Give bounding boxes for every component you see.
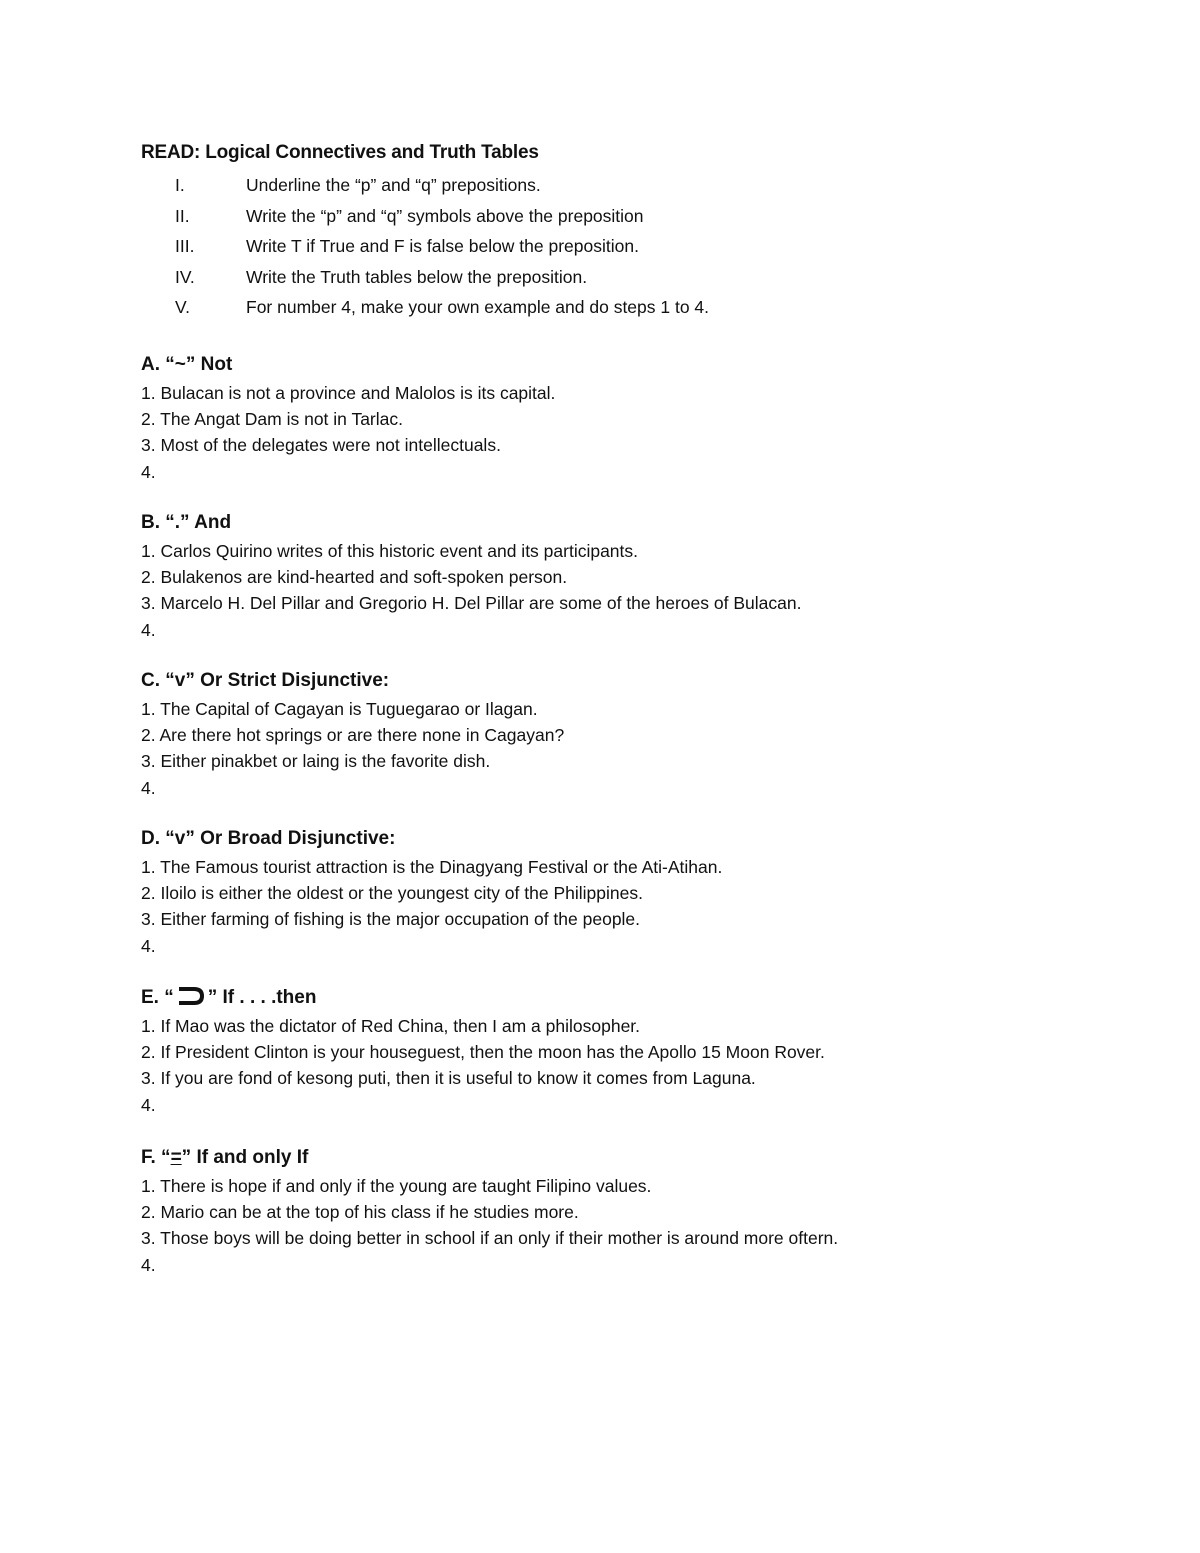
statement-item: 4. — [141, 461, 156, 482]
statement-item: 1. The Capital of Cagayan is Tuguegarao or Ilagan. — [141, 699, 538, 719]
statement-item: 3. Those boys will be doing better in school if an only if their mother is around more oftern. — [141, 1228, 839, 1249]
statement-item: 3. If you are fond of kesong puti, then it is useful to know it comes from Laguna. — [141, 1068, 756, 1089]
statement-item: 2. Iloilo is either the oldest or the youngest city of the Philippines. — [141, 883, 643, 904]
statement-item: 1. If Mao was the dictator of Red China, then I am a philosopher. — [141, 1016, 641, 1036]
instruction-number: II. — [175, 205, 190, 226]
section-broad-disjunctive — [141, 826, 1141, 960]
heading-prefix: F. “ — [141, 1147, 171, 1168]
section-conditional — [141, 985, 1141, 1119]
statement-item: 4. — [141, 935, 156, 956]
statement-item: 3. Marcelo H. Del Pillar and Gregorio H. Del Pillar are some of the heroes of Bulacan. — [141, 593, 802, 614]
heading-suffix: ” If and only If — [181, 1147, 309, 1168]
instruction-number: I. — [175, 175, 185, 195]
horseshoe-symbol-icon — [176, 986, 206, 1006]
statement-item: 1. Carlos Quirino writes of this historic event and its participants. — [141, 541, 639, 561]
statement-item: 2. Mario can be at the top of his class if he studies more. — [141, 1202, 579, 1223]
instruction-text: Write T if True and F is false below the preposition. — [246, 236, 639, 256]
section-heading: C. “v” Or Strict Disjunctive: — [141, 670, 390, 691]
statement-item: 1. Bulacan is not a province and Malolos is its capital. — [141, 383, 556, 403]
section-heading — [141, 985, 1141, 1014]
instruction-number: III. — [175, 236, 195, 256]
statement-item: 4. — [141, 777, 156, 798]
statement-item: 1. The Famous tourist attraction is the Dinagyang Festival or the Ati-Atihan. — [141, 857, 723, 877]
statement-item: 2. If President Clinton is your houseguest, then the moon has the Apollo 15 Moon Rover. — [141, 1042, 825, 1063]
instruction-number: V. — [175, 297, 190, 317]
statement-item: 3. Either pinakbet or laing is the favorite dish. — [141, 751, 491, 772]
section-and — [141, 510, 1141, 644]
statement-item: 2. Bulakenos are kind-hearted and soft-spoken person. — [141, 567, 568, 588]
section-heading — [141, 1145, 1141, 1174]
statement-item: 3. Either farming of fishing is the major occupation of the people. — [141, 909, 641, 930]
section-heading: D. “v” Or Broad Disjunctive: — [141, 828, 396, 849]
statement-list — [141, 697, 1141, 802]
statement-item: 4. — [141, 1254, 156, 1275]
statement-list — [141, 539, 1141, 644]
section-heading: A. “~” Not — [141, 354, 233, 375]
statement-item: 1. There is hope if and only if the young are taught Filipino values. — [141, 1176, 652, 1196]
statement-item: 2. Are there hot springs or are there none in Cagayan? — [141, 725, 565, 746]
statement-item: 3. Most of the delegates were not intellectuals. — [141, 435, 501, 456]
heading-symbol: = — [170, 1147, 182, 1168]
section-strict-disjunctive — [141, 668, 1141, 802]
statement-list — [141, 1174, 1141, 1279]
heading-suffix: ” If . . . .then — [207, 987, 317, 1008]
instruction-text: Underline the “p” and “q” prepositions. — [246, 175, 541, 195]
instruction-number: IV. — [175, 266, 195, 287]
instruction-text: Write the “p” and “q” symbols above the preposition — [246, 205, 644, 226]
statement-list — [141, 855, 1141, 960]
section-not — [141, 352, 1141, 486]
instruction-text: For number 4, make your own example and do steps 1 to 4. — [246, 297, 710, 317]
instruction-text: Write the Truth tables below the preposition. — [246, 266, 588, 287]
statement-list — [141, 381, 1141, 486]
section-biconditional — [141, 1145, 1141, 1279]
statement-list — [141, 1014, 1141, 1119]
heading-prefix: E. “ — [141, 987, 174, 1008]
statement-item: 4. — [141, 1094, 156, 1115]
section-heading: B. “.” And — [141, 512, 232, 533]
statement-item: 4. — [141, 619, 156, 640]
document-title: READ: Logical Connectives and Truth Tables — [141, 142, 539, 163]
statement-item: 2. The Angat Dam is not in Tarlac. — [141, 409, 403, 430]
